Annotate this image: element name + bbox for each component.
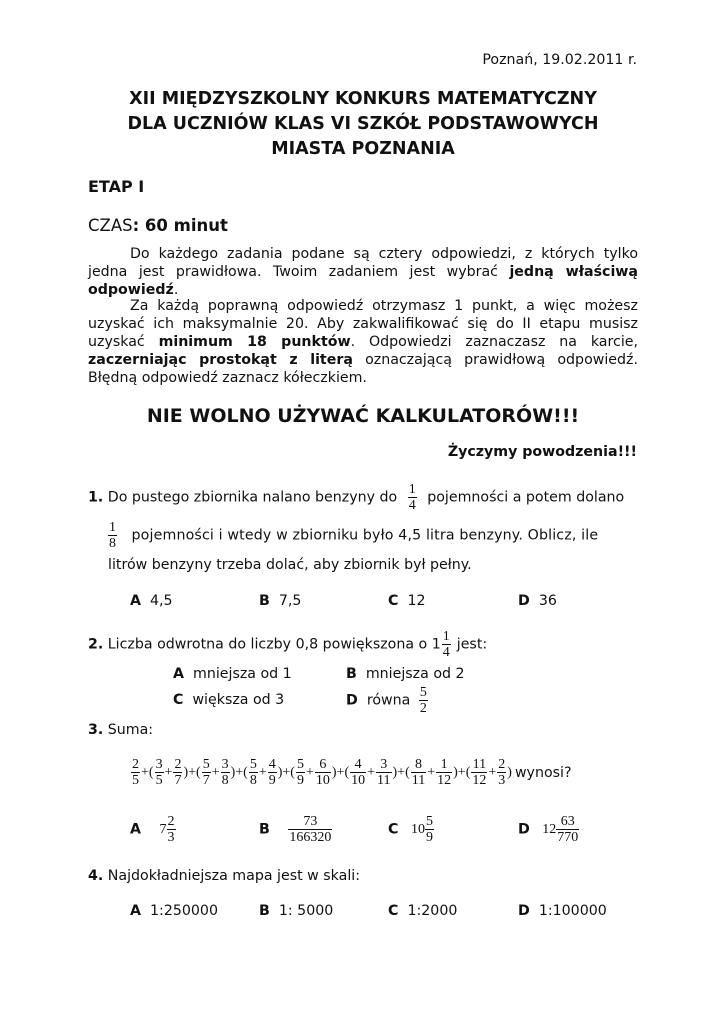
answer-whole: 10 [410,821,425,837]
answer-whole: 7 [159,821,167,837]
title-line-3: MIASTA POZNANIA [271,139,455,159]
fraction [315,757,331,788]
numerator: 4 [268,757,276,772]
denominator: 7 [202,773,210,788]
fraction [419,685,428,716]
numerator: 2 [167,814,175,829]
denominator: 3 [498,773,506,788]
expression-tail: wynosi? [514,764,572,781]
denominator: 12 [472,773,487,788]
denominator: 770 [557,830,579,845]
answer-value: mniejsza od 2 [365,666,465,682]
answer-letter: B [346,666,357,682]
intro-text: Za każdą poprawną odpowiedź otrzymasz 1 punkt, a więc możesz uzyskać ich maksymalnie 20. Aby zakwalifikować się do II etapu musisz uzyskać [88,298,638,350]
answer-value: większa od 3 [192,692,285,708]
intro-paragraph-2 [88,297,638,387]
answer-option-q3-b[interactable] [259,814,332,845]
answer-option-q1-c[interactable] [388,593,426,609]
operator: ) [507,764,512,780]
numerator: 5 [425,814,433,829]
answer-option-q4-d[interactable] [518,903,607,919]
answer-option-q3-c[interactable] [388,814,434,845]
fraction [436,757,452,788]
question-text: jest: [456,636,488,653]
numerator: 5 [202,757,210,772]
calculator-warning: NIE WOLNO UŻYWAĆ KALKULATORÓW!!! [146,405,580,427]
intro-text: . [173,282,179,298]
fraction [155,757,164,788]
intro-text: Do każdego zadania podane są cztery odpowiedzi, z których tylko jedna jest prawidłowa. Twoim zadaniem jest wybrać [88,246,638,280]
question-number: 1. [88,489,104,506]
denominator: 5 [155,773,163,788]
denominator: 3 [167,830,175,845]
answer-letter: A [173,666,184,682]
fraction [131,757,140,788]
answer-option-q2-c[interactable] [173,692,284,708]
operator: )+( [392,764,410,780]
denominator: 12 [437,773,452,788]
numerator: 11 [472,757,487,772]
numerator: 1 [442,629,450,644]
fraction [471,757,487,788]
numerator: 4 [350,757,366,773]
denominator: 10 [351,773,366,788]
question-1-line-3: litrów benzyny trzeba dolać, aby zbiornik był pełny. [108,557,472,573]
numerator: 3 [376,757,391,773]
answer-value: mniejsza od 1 [193,666,292,682]
numerator: 5 [296,757,304,772]
intro-text: oznaczającą prawidłową odpowiedź. Błędną odpowiedź zaznacz kółeczkiem. [88,352,638,386]
numerator: 2 [132,757,139,772]
denominator: 9 [268,773,276,788]
operator: )+( [183,764,201,780]
fraction [288,814,332,845]
sum-expression [131,757,573,788]
operator: +( [141,764,154,780]
date-line: Poznań, 19.02.2011 r. [482,52,637,68]
answer-option-q1-b[interactable] [259,593,301,609]
question-3-line [88,722,153,738]
fraction [442,629,451,660]
numerator: 5 [419,685,427,700]
answer-option-q2-a[interactable] [173,666,292,682]
numerator: 3 [221,757,229,772]
answer-option-q3-d[interactable] [518,814,579,845]
answer-value: 1: 5000 [278,903,334,919]
time-value: : 60 minut [132,216,228,235]
answer-value: 7,5 [278,593,302,609]
operator: )+( [230,764,248,780]
operator: + [427,764,436,780]
question-1-line-1 [88,482,624,513]
intro-text: . Odpowiedzi zaznaczasz na karcie, [350,334,639,350]
question-text: Do pustego zbiornika nalano benzyny do [107,489,398,506]
answer-letter: C [388,593,399,609]
fraction [296,757,305,788]
fraction [167,814,176,845]
fraction [556,814,579,845]
answer-letter: A [130,593,141,609]
fraction [221,757,230,788]
numerator: 1 [109,520,116,535]
answer-value: 36 [538,593,557,609]
answer-letter: B [259,903,270,919]
fraction [173,757,182,788]
denominator: 9 [296,773,304,788]
numerator: 6 [315,757,331,773]
answer-option-q2-b[interactable] [346,666,465,682]
fraction [497,757,506,788]
time-line [88,216,228,235]
denominator: 2 [419,701,427,716]
stage-label: ETAP I [88,177,145,196]
denominator: 5 [132,773,139,788]
question-text: pojemności i wtedy w zbiorniku było 4,5 litra benzyny. Oblicz, ile [131,527,599,544]
numerator: 73 [288,814,332,830]
answer-option-q4-a[interactable] [130,903,218,919]
answer-letter: C [173,692,184,708]
answer-letter: B [259,593,270,609]
operator: + [488,764,497,780]
answer-letter: C [388,821,399,838]
answer-option-q3-a[interactable] [130,814,176,845]
answer-letter: A [130,821,141,838]
answer-value: 12 [407,593,426,609]
answer-letter: D [518,593,530,609]
fraction [408,482,417,513]
answer-option-q4-c[interactable] [388,903,457,919]
fraction [411,757,426,788]
intro-paragraph-1 [88,245,638,299]
fraction [268,757,277,788]
denominator: 11 [411,773,426,788]
fraction [350,757,366,788]
intro-emphasis: minimum 18 punktów [158,334,351,350]
wishes: Życzymy powodzenia!!! [447,444,637,460]
denominator: 8 [249,773,257,788]
denominator: 8 [221,773,229,788]
fraction [108,520,117,551]
answer-letter: D [346,692,358,709]
title-line-1: XII MIĘDZYSZKOLNY KONKURS MATEMATYCZNY [129,89,597,109]
answer-value: 4,5 [150,593,173,609]
answer-option-q1-d[interactable] [518,593,557,609]
denominator: 166320 [289,830,332,845]
time-label: CZAS [88,216,133,235]
numerator: 2 [498,757,506,772]
denominator: 4 [408,498,416,513]
answer-letter: C [388,903,399,919]
operator: + [211,764,220,780]
question-1-line-2 [108,520,598,551]
answer-value: 1:100000 [538,903,607,919]
answer-option-q2-d[interactable] [346,685,428,716]
intro-emphasis: zaczerniając prostokąt z literą [88,352,353,368]
operator: + [164,764,173,780]
answer-option-q1-a[interactable] [130,593,173,609]
denominator: 7 [174,773,182,788]
operator: )+( [453,764,471,780]
question-4-line [88,868,360,884]
denominator: 9 [425,830,433,845]
denominator: 8 [109,536,116,551]
intro-emphasis: jedną właściwą odpowiedź [88,264,638,298]
fraction [202,757,211,788]
answer-letter: D [518,821,530,838]
operator: + [367,764,376,780]
operator: + [305,764,314,780]
answer-value: 1:250000 [150,903,218,919]
denominator: 4 [442,645,450,660]
numerator: 1 [436,757,452,773]
numerator: 3 [155,757,163,772]
answer-value: równa [366,692,411,709]
answer-value: 1:2000 [407,903,458,919]
numerator: 1 [408,482,416,497]
answer-option-q4-b[interactable] [259,903,333,919]
numerator: 63 [556,814,579,830]
fraction [425,814,434,845]
answer-letter: B [259,821,270,838]
numerator: 2 [174,757,182,772]
question-text: Najdokładniejsza mapa jest w skali: [107,868,360,884]
fraction [249,757,258,788]
denominator: 11 [377,773,391,788]
question-text: Suma: [107,722,154,738]
question-number: 2. [88,636,104,653]
question-text: Liczba odwrotna do liczby 0,8 powiększona o 1 [107,636,441,653]
numerator: 5 [249,757,257,772]
answer-letter: D [518,903,530,919]
numerator: 8 [411,757,426,773]
fraction [376,757,391,788]
operator: )+( [331,764,350,780]
title-line-2: DLA UCZNIÓW KLAS VI SZKÓŁ PODSTAWOWYCH [127,114,599,134]
operator: + [258,764,267,780]
question-2-line [88,629,487,660]
answer-whole: 12 [542,821,557,837]
question-text: pojemności a potem dolano [427,489,625,506]
denominator: 10 [315,773,330,788]
answer-letter: A [130,903,141,919]
question-number: 4. [88,868,104,884]
question-number: 3. [88,722,104,738]
operator: )+( [277,764,295,780]
